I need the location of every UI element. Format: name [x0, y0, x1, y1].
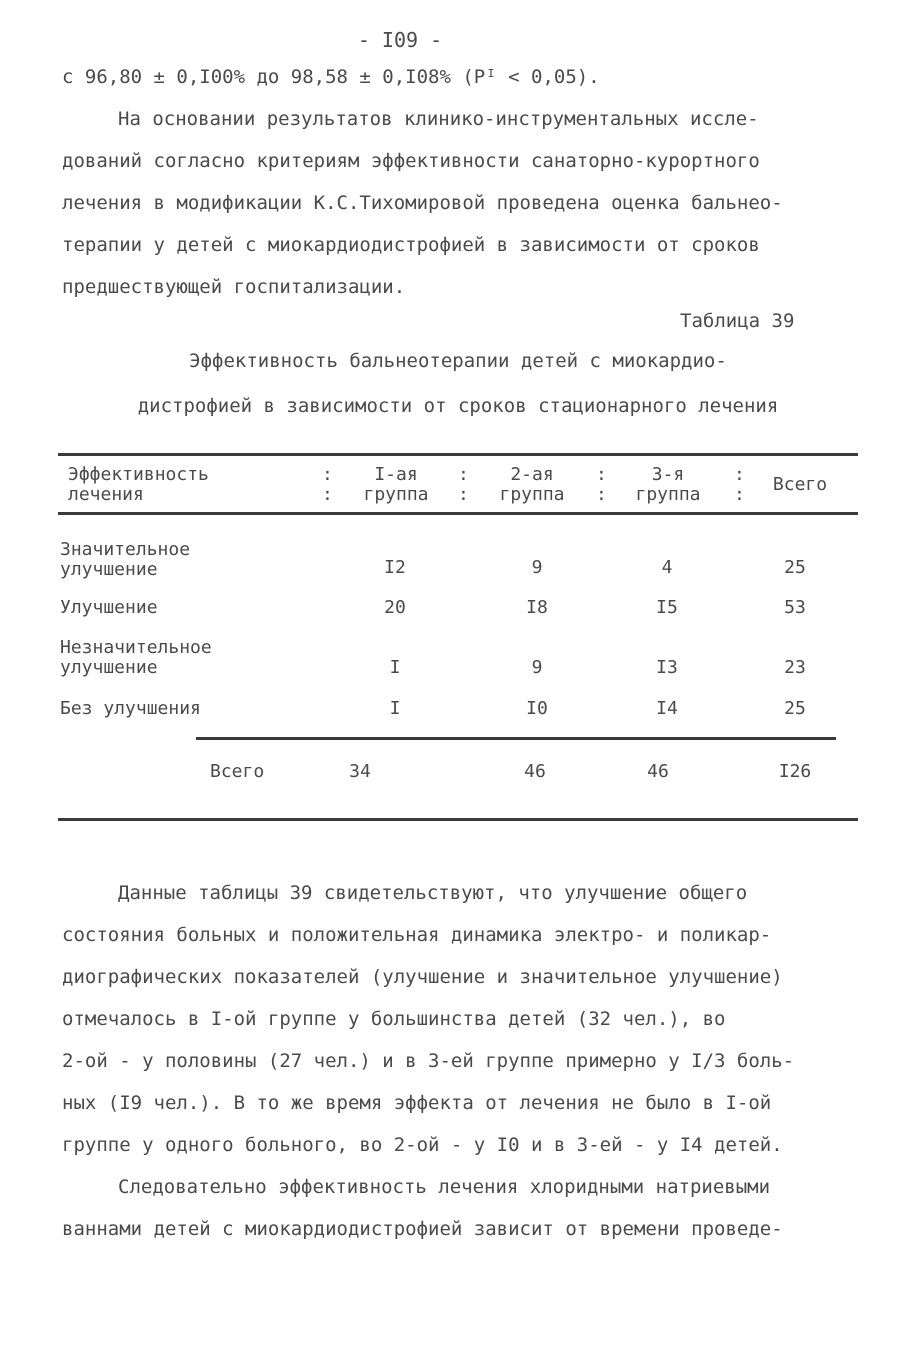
header-sep-2: : :: [458, 464, 469, 505]
row-1-label: Значительное улучшение: [60, 539, 191, 580]
intro-line-4: лечения в модификации К.С.Тихомировой проведена оценка бальнео-: [62, 192, 783, 214]
conclusion-line-4: отмечалось в I-ой группе у большинства детей (32 чел.), во: [62, 1008, 726, 1030]
row-3-g2: 9: [531, 657, 543, 678]
page-number: - I09 -: [357, 28, 443, 52]
header-sep-4: : :: [734, 464, 745, 505]
conclusion-line-2: состояния больных и положительная динамика электро- и поликар-: [62, 924, 772, 946]
row-4-total: 25: [784, 698, 806, 719]
header-group-1: I-ая группа: [363, 464, 429, 505]
table-bottom-rule: [58, 818, 858, 821]
table-total-rule: [196, 737, 836, 740]
conclusion-line-6: ных (I9 чел.). В то же время эффекта от лечения не было в I-ой: [62, 1092, 772, 1114]
totals-g2: 46: [524, 761, 546, 782]
row-2-g3: I5: [656, 597, 678, 618]
row-4-g2: I0: [526, 698, 548, 719]
totals-g3: 46: [647, 761, 669, 782]
intro-line-6: предшествующей госпитализации.: [62, 276, 406, 298]
header-total: Всего: [772, 474, 828, 495]
totals-total: I26: [778, 761, 812, 782]
row-3-g1: I: [389, 657, 401, 678]
header-effect: Эффективность лечения: [68, 464, 209, 505]
intro-line-2: На основании результатов клинико-инструментальных иссле-: [118, 108, 759, 130]
totals-label: Всего: [210, 761, 265, 782]
row-2-label: Улучшение: [60, 597, 158, 618]
header-sep-1: : :: [322, 464, 333, 505]
conclusion-line-3: диографических показателей (улучшение и значительное улучшение): [62, 966, 783, 988]
conclusion-line-9: ваннами детей с миокардиодистрофией зависит от времени проведе-: [62, 1218, 783, 1240]
intro-line-3: дований согласно критериям эффективности санаторно-курортного: [62, 150, 760, 172]
table-top-rule: [58, 453, 858, 456]
row-3-total: 23: [784, 657, 806, 678]
row-2-g2: I8: [526, 597, 548, 618]
intro-line-5: терапии у детей с миокардиодистрофией в зависимости от сроков: [62, 234, 760, 256]
row-4-g3: I4: [656, 698, 678, 719]
conclusion-line-8: Следовательно эффективность лечения хлоридными натриевыми: [118, 1176, 771, 1198]
intro-line-1: с 96,80 ± 0,I00% до 98,58 ± 0,I08% (Pᴵ < 0,05).: [62, 66, 600, 88]
conclusion-line-5: 2-ой - у половины (27 чел.) и в 3-ей группе примерно у I/3 боль-: [62, 1050, 795, 1072]
row-2-total: 53: [784, 597, 806, 618]
table-header-rule: [58, 512, 858, 515]
row-1-g3: 4: [661, 557, 673, 578]
row-1-total: 25: [784, 557, 806, 578]
row-4-g1: I: [389, 698, 401, 719]
row-1-g1: I2: [384, 557, 406, 578]
row-2-g1: 20: [384, 597, 406, 618]
conclusion-line-1: Данные таблицы 39 свидетельствуют, что улучшение общего: [118, 882, 748, 904]
row-4-label: Без улучшения: [60, 698, 201, 719]
row-3-g3: I3: [656, 657, 678, 678]
row-1-g2: 9: [531, 557, 543, 578]
table-title-line-1: Эффективность бальнеотерапии детей с миокардио-: [189, 350, 727, 372]
conclusion-line-7: группе у одного больного, во 2-ой - у I0 и в 3-ей - у I4 детей.: [62, 1134, 783, 1156]
header-group-2: 2-ая группа: [499, 464, 565, 505]
table-title-line-2: дистрофией в зависимости от сроков стационарного лечения: [137, 395, 779, 417]
row-3-label: Незначительное улучшение: [60, 637, 212, 678]
header-sep-3: : :: [596, 464, 607, 505]
table-number: Таблица 39: [680, 310, 795, 332]
totals-g1: 34: [349, 761, 371, 782]
header-group-3: 3-я группа: [635, 464, 701, 505]
